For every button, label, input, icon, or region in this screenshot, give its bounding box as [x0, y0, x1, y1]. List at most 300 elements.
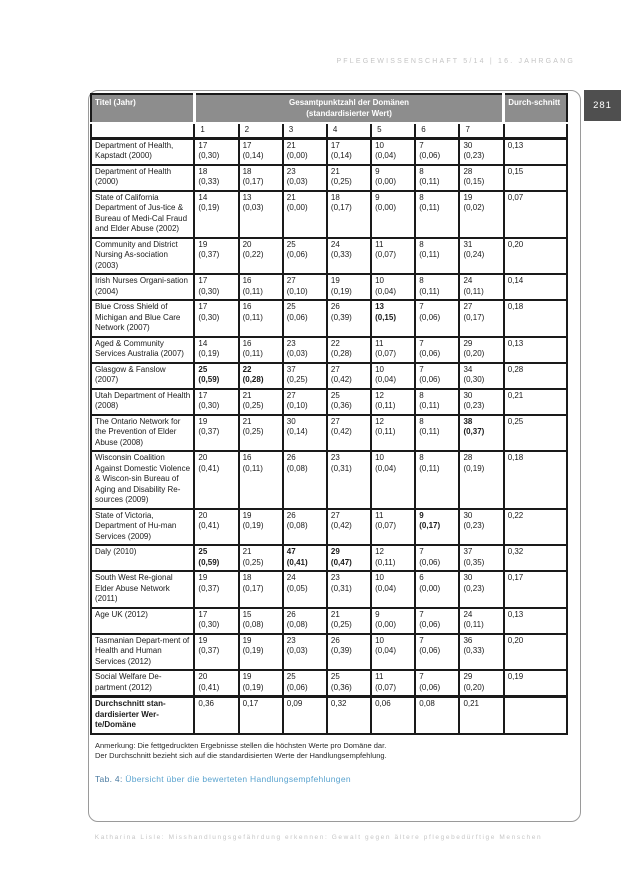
score-value: 12	[375, 547, 384, 556]
score-cell	[194, 571, 238, 608]
score-value: 9	[419, 510, 424, 520]
score-cell	[371, 300, 415, 337]
score-standardized: (0,23)	[463, 583, 485, 593]
content-box	[88, 90, 581, 822]
score-value: 25	[286, 302, 296, 311]
score-cell	[239, 337, 283, 363]
score-value: 19	[198, 239, 208, 249]
score-value: 10	[375, 364, 384, 374]
score-cell	[459, 608, 503, 634]
score-standardized: (0,30)	[198, 401, 220, 410]
page-number: 281	[593, 100, 612, 111]
row-title: Community and District Nursing As-sociation (2003)	[91, 238, 194, 275]
score-cell	[239, 670, 283, 697]
score-value: 24	[463, 609, 473, 619]
row-title: Department of Health, Kapstadt (2000)	[91, 138, 194, 165]
score-value: 38	[463, 416, 473, 426]
score-cell	[283, 138, 327, 165]
score-value: 18	[242, 166, 252, 176]
score-cell	[283, 274, 327, 300]
score-standardized: (0,20)	[463, 682, 485, 692]
score-standardized: (0,15)	[375, 312, 396, 322]
journal-header-text: PFLEGEWISSENSCHAFT 5/14 | 16. JAHRGANG	[336, 58, 575, 65]
row-average: 0,20	[504, 634, 567, 671]
score-cell	[459, 389, 503, 415]
score-value: 20	[198, 453, 208, 462]
score-cell	[415, 415, 459, 452]
score-cell	[327, 191, 371, 238]
score-value: 12	[375, 416, 384, 426]
score-value: 10	[375, 573, 384, 582]
score-value: 7	[419, 302, 424, 311]
score-cell	[327, 571, 371, 608]
score-value: 20	[198, 672, 208, 681]
score-standardized: (0,20)	[463, 349, 485, 358]
score-cell	[415, 165, 459, 191]
score-value: 29	[463, 672, 473, 681]
score-value: 12	[375, 390, 384, 400]
score-value: 19	[463, 192, 473, 202]
score-standardized: (0,19)	[330, 286, 352, 296]
row-title: State of California Department of Jus-tice & Bureau of Medi-Cal Fraud and Elder Abuse (2002)	[91, 191, 194, 238]
score-value: 7	[419, 635, 424, 645]
score-value: 19	[242, 672, 252, 681]
score-value: 17	[242, 140, 252, 150]
score-value: 9	[375, 166, 380, 176]
score-standardized: (0,11)	[242, 463, 263, 473]
score-standardized: (0,37)	[198, 583, 220, 593]
score-standardized: (0,06)	[419, 349, 441, 358]
table-row	[91, 238, 567, 275]
score-value: 22	[330, 338, 340, 348]
score-value: 7	[419, 672, 424, 681]
row-average: 0,21	[504, 389, 567, 415]
score-value: 8	[419, 166, 424, 176]
score-cell	[327, 363, 371, 389]
score-standardized: (0,06)	[419, 557, 441, 567]
summary-average	[504, 697, 567, 734]
score-cell	[283, 451, 327, 509]
score-cell	[459, 363, 503, 389]
score-standardized: (0,06)	[419, 375, 441, 384]
domain-number-corner-right	[504, 123, 567, 138]
score-standardized: (0,36)	[330, 682, 352, 692]
score-cell	[459, 545, 503, 571]
score-value: 23	[286, 635, 296, 645]
row-title: Glasgow & Fanslow (2007)	[91, 363, 194, 389]
score-cell	[415, 451, 459, 509]
score-cell	[371, 608, 415, 634]
score-standardized: (0,30)	[198, 286, 220, 296]
score-standardized: (0,19)	[198, 349, 220, 358]
score-value: 16	[242, 453, 252, 462]
score-standardized: (0,28)	[330, 349, 352, 358]
score-standardized: (0,11)	[419, 401, 440, 410]
row-title: Aged & Community Services Australia (2007)	[91, 337, 194, 363]
score-standardized: (0,25)	[330, 620, 352, 629]
score-cell	[239, 389, 283, 415]
score-standardized: (0,59)	[198, 557, 220, 567]
score-value: 7	[419, 609, 424, 619]
score-standardized: (0,33)	[330, 250, 352, 259]
score-standardized: (0,00)	[419, 583, 441, 593]
score-standardized: (0,04)	[375, 151, 396, 160]
score-standardized: (0,00)	[286, 203, 308, 212]
score-standardized: (0,19)	[242, 521, 264, 530]
row-title: Age UK (2012)	[91, 608, 194, 634]
score-value: 8	[419, 276, 424, 285]
score-cell	[327, 451, 371, 509]
summary-value: 0,21	[459, 697, 503, 734]
table-row	[91, 363, 567, 389]
score-cell	[239, 363, 283, 389]
score-cell	[371, 363, 415, 389]
score-cell	[194, 138, 238, 165]
col-header-domains	[194, 94, 503, 123]
score-standardized: (0,14)	[286, 427, 308, 436]
score-cell	[239, 571, 283, 608]
row-title: Irish Nurses Organi-sation (2004)	[91, 274, 194, 300]
score-value: 23	[286, 338, 296, 348]
row-average: 0,18	[504, 451, 567, 509]
score-value: 16	[242, 276, 252, 285]
score-cell	[415, 545, 459, 571]
score-cell	[239, 138, 283, 165]
table-row	[91, 571, 567, 608]
table-row	[91, 545, 567, 571]
row-average: 0,22	[504, 509, 567, 546]
score-value: 30	[463, 573, 473, 582]
table-row	[91, 634, 567, 671]
row-title: Daly (2010)	[91, 545, 194, 571]
score-cell	[371, 545, 415, 571]
summary-value: 0,17	[239, 697, 283, 734]
score-standardized: (0,42)	[330, 375, 352, 384]
score-cell	[371, 509, 415, 546]
row-average: 0,07	[504, 191, 567, 238]
score-standardized: (0,41)	[198, 463, 220, 473]
score-cell	[415, 608, 459, 634]
score-cell	[283, 509, 327, 546]
score-cell	[459, 165, 503, 191]
summary-value: 0,36	[194, 697, 238, 734]
row-title: Blue Cross Shield of Michigan and Blue Care Network (2007)	[91, 300, 194, 337]
score-cell	[371, 138, 415, 165]
score-value: 23	[330, 573, 340, 582]
score-value: 21	[242, 390, 252, 400]
score-cell	[415, 571, 459, 608]
score-standardized: (0,07)	[375, 250, 396, 259]
score-value: 25	[330, 390, 340, 400]
score-cell	[239, 165, 283, 191]
score-standardized: (0,11)	[375, 401, 396, 410]
score-value: 25	[286, 672, 296, 681]
table-caption	[95, 774, 580, 784]
score-value: 21	[330, 609, 340, 619]
score-value: 7	[419, 547, 424, 556]
score-value: 10	[375, 453, 384, 462]
score-cell	[283, 191, 327, 238]
score-value: 26	[330, 635, 340, 645]
score-value: 16	[242, 338, 252, 348]
score-cell	[327, 415, 371, 452]
score-value: 29	[330, 547, 340, 556]
score-standardized: (0,42)	[330, 521, 352, 530]
col-header-domains-line1: Gesamtpunktzahl der Domänen	[289, 98, 410, 107]
score-standardized: (0,06)	[286, 312, 308, 322]
score-cell	[371, 238, 415, 275]
score-standardized: (0,06)	[419, 682, 441, 692]
summary-value: 0,32	[327, 697, 371, 734]
score-standardized: (0,08)	[286, 521, 308, 530]
score-value: 9	[375, 609, 380, 619]
results-table	[90, 93, 568, 735]
score-cell	[239, 274, 283, 300]
row-average: 0,14	[504, 274, 567, 300]
row-average: 0,25	[504, 415, 567, 452]
score-value: 29	[463, 338, 473, 348]
table-row	[91, 191, 567, 238]
score-standardized: (0,14)	[330, 151, 352, 160]
score-value: 8	[419, 416, 424, 426]
score-cell	[327, 274, 371, 300]
score-standardized: (0,00)	[375, 203, 396, 212]
table-row	[91, 274, 567, 300]
table-row	[91, 509, 567, 546]
score-value: 34	[463, 364, 473, 374]
score-cell	[194, 191, 238, 238]
score-cell	[459, 300, 503, 337]
score-value: 27	[330, 510, 340, 520]
score-cell	[415, 191, 459, 238]
score-value: 27	[330, 364, 340, 374]
score-value: 26	[286, 510, 296, 520]
score-cell	[194, 238, 238, 275]
domain-number-7: 7	[459, 123, 503, 138]
score-standardized: (0,25)	[242, 427, 264, 436]
row-average: 0,32	[504, 545, 567, 571]
score-standardized: (0,36)	[330, 401, 352, 410]
score-cell	[415, 634, 459, 671]
score-value: 10	[375, 635, 384, 645]
score-standardized: (0,37)	[198, 250, 220, 259]
score-standardized: (0,30)	[198, 151, 220, 160]
score-value: 10	[375, 276, 384, 285]
row-average: 0,15	[504, 165, 567, 191]
score-cell	[283, 415, 327, 452]
domain-number-4: 4	[327, 123, 371, 138]
score-standardized: (0,00)	[375, 620, 396, 629]
score-standardized: (0,00)	[286, 151, 308, 160]
score-value: 16	[242, 302, 252, 311]
score-value: 20	[198, 510, 208, 520]
score-value: 28	[463, 166, 473, 176]
score-cell	[371, 337, 415, 363]
score-standardized: (0,11)	[242, 312, 263, 322]
score-standardized: (0,37)	[198, 427, 220, 436]
row-title: The Ontario Network for the Prevention of Elder Abuse (2008)	[91, 415, 194, 452]
score-value: 19	[198, 635, 208, 645]
note-line-2: Der Durchschnitt bezieht sich auf die standardisierten Werte der Handlungsempfehlung.	[95, 750, 387, 760]
score-value: 17	[198, 276, 208, 285]
score-cell	[327, 165, 371, 191]
score-standardized: (0,33)	[198, 177, 220, 186]
score-standardized: (0,03)	[286, 646, 308, 655]
score-standardized: (0,06)	[419, 646, 441, 655]
score-cell	[459, 238, 503, 275]
table-row	[91, 670, 567, 697]
score-standardized: (0,41)	[198, 521, 220, 530]
score-standardized: (0,23)	[463, 401, 485, 410]
score-cell	[283, 300, 327, 337]
score-standardized: (0,11)	[375, 557, 396, 567]
score-standardized: (0,30)	[463, 375, 485, 384]
score-value: 19	[242, 510, 252, 520]
score-standardized: (0,02)	[463, 203, 485, 212]
score-value: 13	[242, 192, 252, 202]
score-standardized: (0,08)	[286, 620, 308, 629]
score-cell	[459, 337, 503, 363]
score-cell	[459, 191, 503, 238]
score-standardized: (0,25)	[330, 177, 352, 186]
score-standardized: (0,06)	[286, 682, 308, 692]
score-standardized: (0,04)	[375, 286, 396, 296]
score-value: 18	[242, 573, 252, 582]
col-header-durchschnitt: Durch-schnitt	[504, 94, 567, 123]
score-value: 14	[198, 338, 208, 348]
score-standardized: (0,33)	[463, 646, 485, 655]
score-cell	[283, 634, 327, 671]
score-value: 25	[286, 239, 296, 249]
score-cell	[194, 670, 238, 697]
row-average: 0,28	[504, 363, 567, 389]
score-cell	[459, 634, 503, 671]
score-cell	[459, 509, 503, 546]
score-cell	[283, 608, 327, 634]
score-value: 7	[419, 140, 424, 150]
table-row	[91, 300, 567, 337]
score-standardized: (0,04)	[375, 375, 396, 384]
caption-label: Tab. 4:	[95, 773, 123, 784]
score-standardized: (0,31)	[330, 463, 352, 473]
score-value: 26	[330, 302, 340, 311]
score-value: 7	[419, 364, 424, 374]
score-cell	[194, 300, 238, 337]
score-cell	[459, 274, 503, 300]
score-standardized: (0,06)	[419, 620, 441, 629]
score-value: 26	[286, 453, 296, 462]
score-cell	[194, 337, 238, 363]
score-value: 25	[198, 547, 208, 556]
score-standardized: (0,41)	[198, 682, 220, 692]
row-title: Social Welfare De-partment (2012)	[91, 670, 194, 697]
score-standardized: (0,24)	[463, 250, 485, 259]
score-standardized: (0,35)	[463, 557, 485, 567]
score-standardized: (0,06)	[419, 312, 441, 322]
summary-value: 0,08	[415, 697, 459, 734]
score-cell	[371, 634, 415, 671]
score-value: 24	[286, 573, 296, 582]
score-cell	[194, 608, 238, 634]
table-row	[91, 415, 567, 452]
score-cell	[239, 608, 283, 634]
score-standardized: (0,10)	[286, 286, 308, 296]
score-value: 27	[330, 416, 340, 426]
score-value: 23	[330, 453, 340, 462]
score-cell	[239, 191, 283, 238]
score-value: 19	[330, 276, 340, 285]
score-value: 23	[286, 166, 296, 176]
score-cell	[371, 571, 415, 608]
score-value: 8	[419, 453, 424, 462]
table-row	[91, 138, 567, 165]
score-standardized: (0,17)	[463, 312, 485, 322]
score-value: 19	[242, 635, 252, 645]
score-value: 36	[463, 635, 473, 645]
score-standardized: (0,25)	[286, 375, 308, 384]
score-value: 37	[286, 364, 296, 374]
score-standardized: (0,23)	[463, 521, 485, 530]
score-cell	[194, 274, 238, 300]
row-average: 0,20	[504, 238, 567, 275]
table-row	[91, 451, 567, 509]
score-standardized: (0,08)	[242, 620, 264, 629]
score-cell	[194, 545, 238, 571]
score-standardized: (0,39)	[330, 312, 352, 322]
row-average: 0,18	[504, 300, 567, 337]
score-standardized: (0,25)	[242, 557, 264, 567]
score-standardized: (0,11)	[463, 620, 484, 629]
score-standardized: (0,06)	[286, 250, 308, 259]
table-row	[91, 165, 567, 191]
score-standardized: (0,04)	[375, 583, 396, 593]
score-cell	[327, 300, 371, 337]
score-cell	[327, 545, 371, 571]
score-value: 30	[463, 390, 473, 400]
row-title: Tasmanian Depart-ment of Health and Human Services (2012)	[91, 634, 194, 671]
score-cell	[327, 670, 371, 697]
row-average: 0,13	[504, 608, 567, 634]
score-value: 9	[375, 192, 380, 202]
score-cell	[327, 238, 371, 275]
score-cell	[371, 274, 415, 300]
score-standardized: (0,17)	[419, 521, 441, 530]
score-standardized: (0,19)	[242, 682, 264, 692]
row-title: Utah Department of Health (2008)	[91, 389, 194, 415]
score-cell	[459, 451, 503, 509]
score-standardized: (0,03)	[242, 203, 264, 212]
score-value: 26	[286, 609, 296, 619]
score-value: 8	[419, 390, 424, 400]
score-value: 17	[198, 140, 208, 150]
score-standardized: (0,05)	[286, 583, 308, 593]
score-value: 19	[198, 573, 208, 582]
domain-number-6: 6	[415, 123, 459, 138]
score-value: 11	[375, 510, 384, 520]
score-standardized: (0,28)	[242, 375, 264, 384]
score-standardized: (0,08)	[286, 463, 308, 473]
score-standardized: (0,11)	[375, 427, 396, 436]
score-cell	[283, 165, 327, 191]
score-standardized: (0,06)	[419, 151, 441, 160]
score-value: 8	[419, 239, 424, 249]
score-cell	[415, 238, 459, 275]
score-value: 30	[286, 416, 296, 426]
score-cell	[283, 337, 327, 363]
score-value: 7	[419, 338, 424, 348]
score-value: 11	[375, 338, 384, 348]
score-standardized: (0,11)	[242, 349, 263, 358]
